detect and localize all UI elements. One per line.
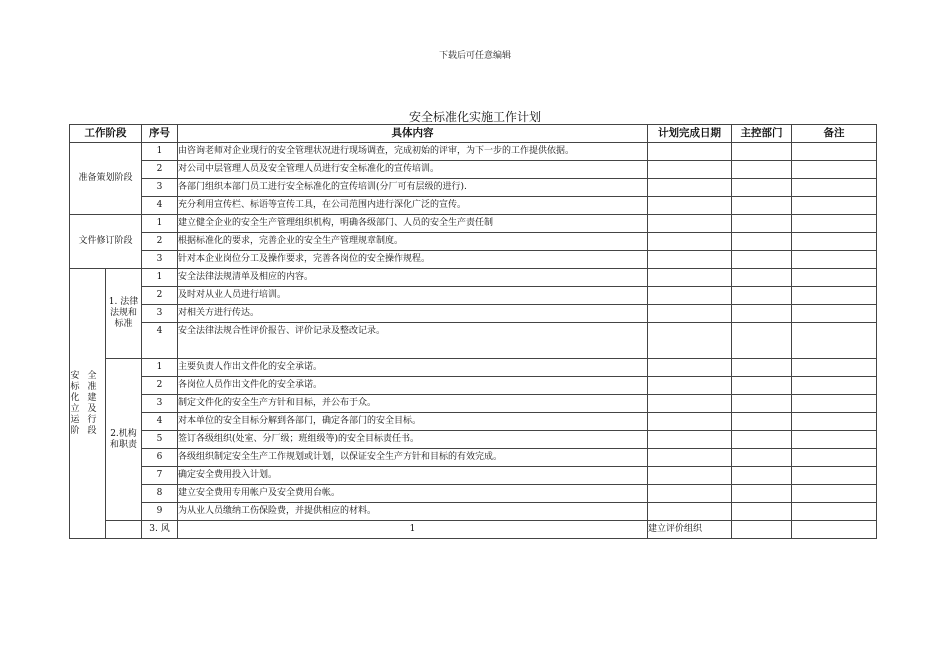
dept-cell [732,377,792,395]
date-cell [648,503,732,521]
dept-cell [732,269,792,287]
seq-cell: 2 [142,377,178,395]
date-cell [648,143,732,161]
note-cell [792,413,877,431]
dept-cell [732,359,792,377]
table-row [70,449,877,467]
date-cell [648,449,732,467]
dept-cell [732,161,792,179]
note-cell [792,431,877,449]
stage-cell-preparation: 准备策划阶段 [70,143,142,215]
content-cell: 针对本企业岗位分工及操作要求，完善各岗位的安全操作规程。 [178,251,648,269]
dept-cell [732,323,792,359]
content-cell: 根据标准化的要求，完善企业的安全生产管理规章制度。 [178,233,648,251]
seq-cell: 5 [142,431,178,449]
sub-stage-laws-standards: 1. 法律法规和标准 [106,269,142,359]
date-cell [648,395,732,413]
content-cell: 确定安全费用投入计划。 [178,467,648,485]
seq-cell: 3 [142,179,178,197]
dept-cell [732,485,792,503]
header-seq: 序号 [142,125,178,143]
note-cell [792,359,877,377]
date-cell [648,359,732,377]
table-row [70,377,877,395]
dept-cell [732,467,792,485]
date-cell [648,269,732,287]
dept-cell [732,413,792,431]
seq-cell: 6 [142,449,178,467]
dept-cell [732,287,792,305]
work-plan-table [69,124,877,539]
header-date: 计划完成日期 [648,125,732,143]
note-cell [792,269,877,287]
note-cell [792,161,877,179]
stage-cell-document-revision: 文件修订阶段 [70,215,142,269]
seq-cell: 1 [142,269,178,287]
stage-cell-continued [106,521,142,539]
content-cell: 各级组织制定安全生产工作规划或计划，以保证安全生产方针和目标的有效完成。 [178,449,648,467]
table-row [70,269,877,287]
content-cell: 安全法律法规合性评价报告、评价记录及整改记录。 [178,323,648,359]
date-cell [648,251,732,269]
note-cell [792,251,877,269]
seq-cell: 2 [142,287,178,305]
date-cell [648,287,732,305]
sub-stage-organization-duties: 2.机构和职责 [106,359,142,521]
table-row [70,179,877,197]
note-cell [792,287,877,305]
date-cell [648,305,732,323]
date-cell [648,485,732,503]
date-cell [648,215,732,233]
table-row [70,323,877,359]
content-cell: 各岗位人员作出文件化的安全承诺。 [178,377,648,395]
note-cell [792,395,877,413]
dept-cell [732,449,792,467]
content-cell: 由咨询老师对企业现行的安全管理状况进行现场调查，完成初始的评审，为下一步的工作提供依据。 [178,143,648,161]
date-cell [648,161,732,179]
content-cell: 建立健全企业的安全生产管理组织机构，明确各级部门、人员的安全生产责任制 [178,215,648,233]
content-cell: 主要负责人作出文件化的安全承诺。 [178,359,648,377]
content-cell: 签订各级组织(处室、分厂级；班组级等)的安全目标责任书。 [178,431,648,449]
seq-cell: 1 [178,521,648,539]
table-row [70,485,877,503]
content-cell: 对本单位的安全目标分解到各部门，确定各部门的安全目标。 [178,413,648,431]
date-cell [648,467,732,485]
dept-cell [792,521,877,539]
note-cell [792,503,877,521]
dept-cell [732,395,792,413]
seq-cell: 1 [142,143,178,161]
note-cell [792,485,877,503]
content-cell: 及时对从业人员进行培训。 [178,287,648,305]
dept-cell [732,251,792,269]
seq-cell: 8 [142,485,178,503]
dept-cell [732,143,792,161]
note-cell [792,215,877,233]
table-row [70,413,877,431]
dept-cell [732,179,792,197]
note-cell [792,179,877,197]
seq-cell: 9 [142,503,178,521]
date-cell [648,377,732,395]
content-cell: 制定文件化的安全生产方针和目标，并公布于众。 [178,395,648,413]
note-cell [792,467,877,485]
table-row [70,359,877,377]
stage-cell-establish-operate: 安全标准化建立及运行阶段 [70,269,106,539]
table-row [70,467,877,485]
table-row [70,161,877,179]
content-cell: 充分利用宣传栏、标语等宣传工具，在公司范围内进行深化广泛的宣传。 [178,197,648,215]
seq-cell: 3 [142,251,178,269]
header-content: 具体内容 [178,125,648,143]
table-row [70,287,877,305]
seq-cell: 1 [142,215,178,233]
table-row [70,215,877,233]
table-row [70,197,877,215]
content-cell: 建立评价组织 [648,521,732,539]
seq-cell: 3 [142,395,178,413]
dept-cell [732,305,792,323]
content-cell: 对公司中层管理人员及安全管理人员进行安全标准化的宣传培训。 [178,161,648,179]
table-row [70,431,877,449]
seq-cell: 1 [142,359,178,377]
table-row [70,521,877,539]
date-cell [648,413,732,431]
header-note: 备注 [792,125,877,143]
table-row [70,233,877,251]
note-cell [792,197,877,215]
content-cell: 安全法律法规清单及相应的内容。 [178,269,648,287]
table-row [70,395,877,413]
date-cell [648,323,732,359]
note-cell [792,233,877,251]
table-row [70,143,877,161]
seq-cell: 4 [142,323,178,359]
content-cell: 建立安全费用专用帐户及安全费用台帐。 [178,485,648,503]
note-cell [792,305,877,323]
date-cell [648,197,732,215]
header-stage: 工作阶段 [70,125,142,143]
document-title: 安全标准化实施工作计划 [408,110,541,124]
date-cell [648,233,732,251]
dept-cell [732,233,792,251]
table-row [70,503,877,521]
date-cell [732,521,792,539]
seq-cell: 4 [142,197,178,215]
note-cell [792,323,877,359]
date-cell [648,179,732,197]
table-row [70,251,877,269]
seq-cell: 7 [142,467,178,485]
seq-cell: 2 [142,233,178,251]
seq-cell: 2 [142,161,178,179]
seq-cell: 4 [142,413,178,431]
header-dept: 主控部门 [732,125,792,143]
table-row [70,305,877,323]
content-cell: 对相关方进行传达。 [178,305,648,323]
header-note: 下载后可任意编辑 [438,51,511,61]
date-cell [648,431,732,449]
sub-stage-risk: 3. 风 [142,521,178,539]
content-cell: 各部门组织本部门员工进行安全标准化的宣传培训(分厂可有层级的进行). [178,179,648,197]
dept-cell [732,503,792,521]
dept-cell [732,197,792,215]
dept-cell [732,215,792,233]
note-cell [792,377,877,395]
table-header-row [70,125,877,143]
note-cell [792,143,877,161]
note-cell [792,449,877,467]
seq-cell: 3 [142,305,178,323]
content-cell: 为从业人员缴纳工伤保险费，并提供相应的材料。 [178,503,648,521]
dept-cell [732,431,792,449]
